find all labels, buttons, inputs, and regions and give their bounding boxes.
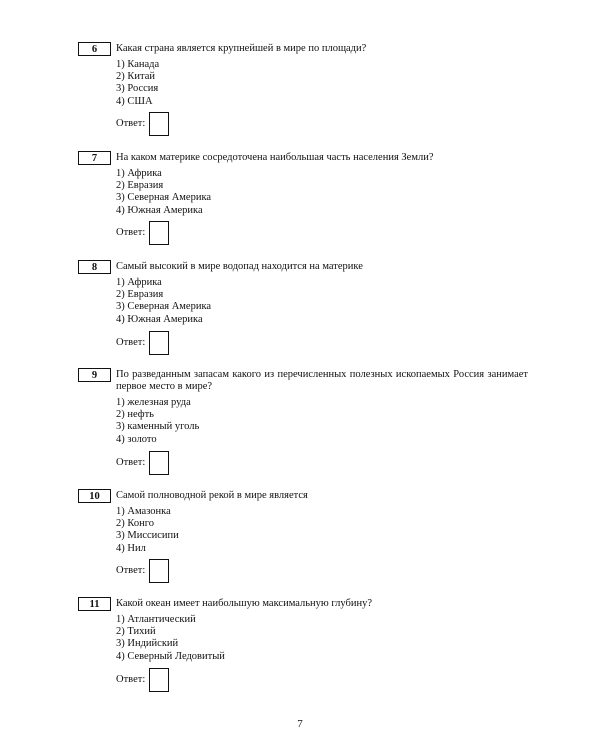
option: 3) Индийский <box>116 638 179 650</box>
answer-box[interactable] <box>149 668 169 692</box>
answer-label: Ответ: <box>116 457 146 468</box>
answer-label: Ответ: <box>116 227 146 238</box>
option: 1) Атлантический <box>116 614 196 625</box>
option: 3) каменный уголь <box>116 421 200 433</box>
page-number: 7 <box>297 718 303 730</box>
options-list <box>116 277 211 326</box>
answer-box[interactable] <box>149 112 169 136</box>
option: 1) Африка <box>116 277 162 288</box>
answer-row <box>116 668 169 692</box>
question-text: На каком материке сосредоточена наибольшая часть населения Земли? <box>116 152 434 163</box>
option: 4) Южная Америка <box>116 313 203 325</box>
option: 3) Северная Америка <box>116 192 212 204</box>
options-list <box>116 614 225 663</box>
option: 4) США <box>116 95 153 107</box>
question-text: Какой океан имеет наибольшую максимальную глубину? <box>116 598 373 609</box>
question-number: 10 <box>78 489 111 503</box>
option: 2) Евразия <box>116 289 164 301</box>
option: 1) железная руда <box>116 397 191 408</box>
answer-row <box>116 331 169 355</box>
question-text: По разведанным запасам какого из перечисленных полезных ископаемых Россия занимает первое место в мире? <box>116 369 528 392</box>
answer-row <box>116 451 169 475</box>
question-number: 8 <box>78 260 111 274</box>
answer-row <box>116 559 169 583</box>
options-list <box>116 168 211 217</box>
question-text: Самой полноводной рекой в мире является <box>116 490 308 501</box>
options-list <box>116 59 159 108</box>
options-list <box>116 397 199 446</box>
question-number: 9 <box>78 368 111 382</box>
answer-box[interactable] <box>149 559 169 583</box>
option: 2) Евразия <box>116 180 164 192</box>
option: 1) Амазонка <box>116 506 171 517</box>
option: 4) золото <box>116 433 157 445</box>
option: 2) Китай <box>116 71 155 83</box>
answer-label: Ответ: <box>116 565 146 576</box>
option: 3) Миссисипи <box>116 530 179 542</box>
answer-label: Ответ: <box>116 337 146 348</box>
option: 4) Южная Америка <box>116 204 203 216</box>
question-number: 7 <box>78 151 111 165</box>
option: 3) Северная Америка <box>116 301 212 313</box>
answer-row <box>116 112 169 136</box>
question-text: Какая страна является крупнейшей в мире по площади? <box>116 43 367 54</box>
answer-box[interactable] <box>149 221 169 245</box>
answer-label: Ответ: <box>116 674 146 685</box>
option: 4) Нил <box>116 542 146 554</box>
option: 2) нефть <box>116 409 154 421</box>
option: 1) Канада <box>116 59 160 70</box>
answer-row <box>116 221 169 245</box>
answer-label: Ответ: <box>116 118 146 129</box>
option: 4) Северный Ледовитый <box>116 650 225 662</box>
option: 2) Тихий <box>116 626 156 638</box>
option: 3) Россия <box>116 83 159 95</box>
question-text: Самый высокий в мире водопад находится на материке <box>116 261 363 272</box>
question-number: 6 <box>78 42 111 56</box>
option: 1) Африка <box>116 168 162 179</box>
option: 2) Конго <box>116 518 155 530</box>
answer-box[interactable] <box>149 451 169 475</box>
answer-box[interactable] <box>149 331 169 355</box>
question-number: 11 <box>78 597 111 611</box>
options-list <box>116 506 179 555</box>
